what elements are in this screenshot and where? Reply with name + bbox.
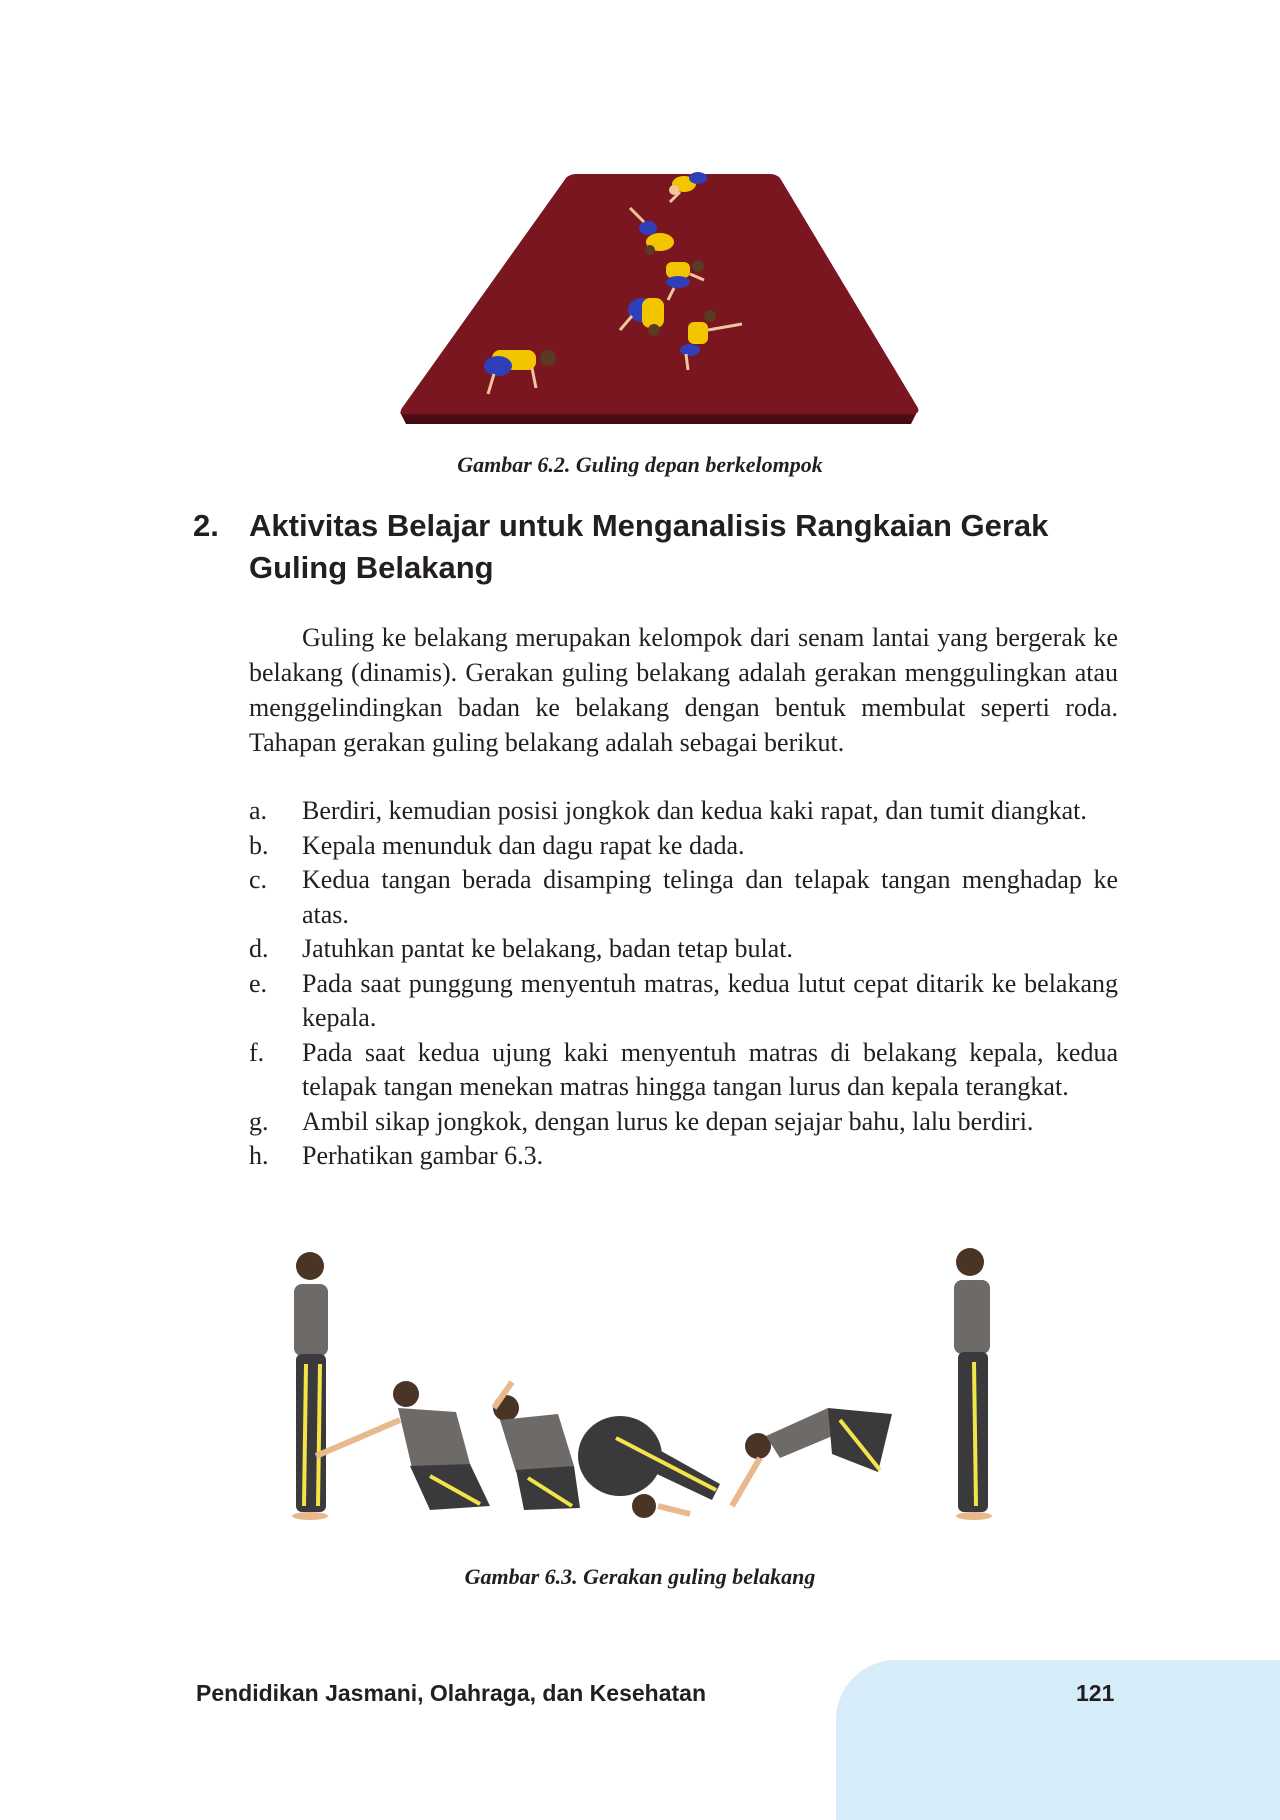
- person-standing: [292, 1252, 328, 1520]
- section-number: 2.: [193, 508, 219, 543]
- list-marker: d.: [249, 934, 269, 963]
- list-item: [249, 829, 1118, 864]
- list-marker: c.: [249, 865, 268, 894]
- figure-6-3-caption: Gambar 6.3. Gerakan guling belakang: [464, 1564, 816, 1589]
- list-text: Jatuhkan pantat ke belakang, badan tetap bulat.: [302, 934, 793, 963]
- list-marker: e.: [249, 968, 268, 998]
- person-standing: [954, 1248, 992, 1520]
- list-text: Pada saat punggung menyentuh matras, kedua lutut cepat ditarik ke belakang kepala.: [302, 968, 1118, 1032]
- person-tuck: [493, 1382, 580, 1510]
- list-marker: g.: [249, 1106, 269, 1136]
- page-number: 121: [1076, 1680, 1115, 1706]
- figure-6-2-illustration: [398, 170, 922, 432]
- list-item: [249, 1105, 1118, 1140]
- person-push: [732, 1408, 892, 1506]
- list-marker: f.: [249, 1037, 265, 1067]
- figure-6-3-illustration: [280, 1244, 1040, 1540]
- figure-6-2-caption: Gambar 6.2. Guling depan berkelompok: [457, 452, 823, 477]
- list-text: Perhatikan gambar 6.3.: [302, 1141, 544, 1170]
- list-text: Kedua tangan berada disamping telinga dan telapak tangan menghadap ke atas.: [302, 865, 1118, 929]
- list-marker: h.: [249, 1141, 269, 1170]
- list-text: Pada saat kedua ujung kaki menyentuh matras di belakang kepala, kedua telapak tangan menekan matras hingga tangan lurus dan kepala terangkat.: [302, 1037, 1118, 1101]
- person-roll: [578, 1416, 720, 1518]
- steps-list: [249, 794, 1118, 1174]
- footer-accent: [836, 1660, 1280, 1820]
- list-text: Kepala menunduk dan dagu rapat ke dada.: [302, 830, 745, 860]
- list-text: Ambil sikap jongkok, dengan lurus ke depan sejajar bahu, lalu berdiri.: [302, 1106, 1034, 1136]
- list-item: [249, 863, 1118, 932]
- footer-book-title: Pendidikan Jasmani, Olahraga, dan Kesehatan: [196, 1680, 707, 1706]
- list-marker: a.: [249, 796, 268, 825]
- list-marker: b.: [249, 830, 269, 860]
- list-text: Berdiri, kemudian posisi jongkok dan kedua kaki rapat, dan tumit diangkat.: [302, 796, 1087, 825]
- list-item: [249, 794, 1118, 829]
- list-item: [249, 932, 1118, 967]
- section-title: Aktivitas Belajar untuk Menganalisis Rangkaian Gerak Guling Belakang: [249, 508, 1049, 585]
- intro-paragraph: Guling ke belakang merupakan kelompok dari senam lantai yang bergerak ke belakang (dinamis). Gerakan guling belakang adalah gerakan menggulingkan atau menggelindingkan badan ke belakang dengan bentuk membulat seperti roda. Tahapan gerakan guling belakang adalah sebagai berikut.: [249, 623, 1118, 757]
- person-squat: [316, 1381, 490, 1510]
- list-item: [249, 1139, 1118, 1174]
- list-item: [249, 967, 1118, 1036]
- list-item: [249, 1036, 1118, 1105]
